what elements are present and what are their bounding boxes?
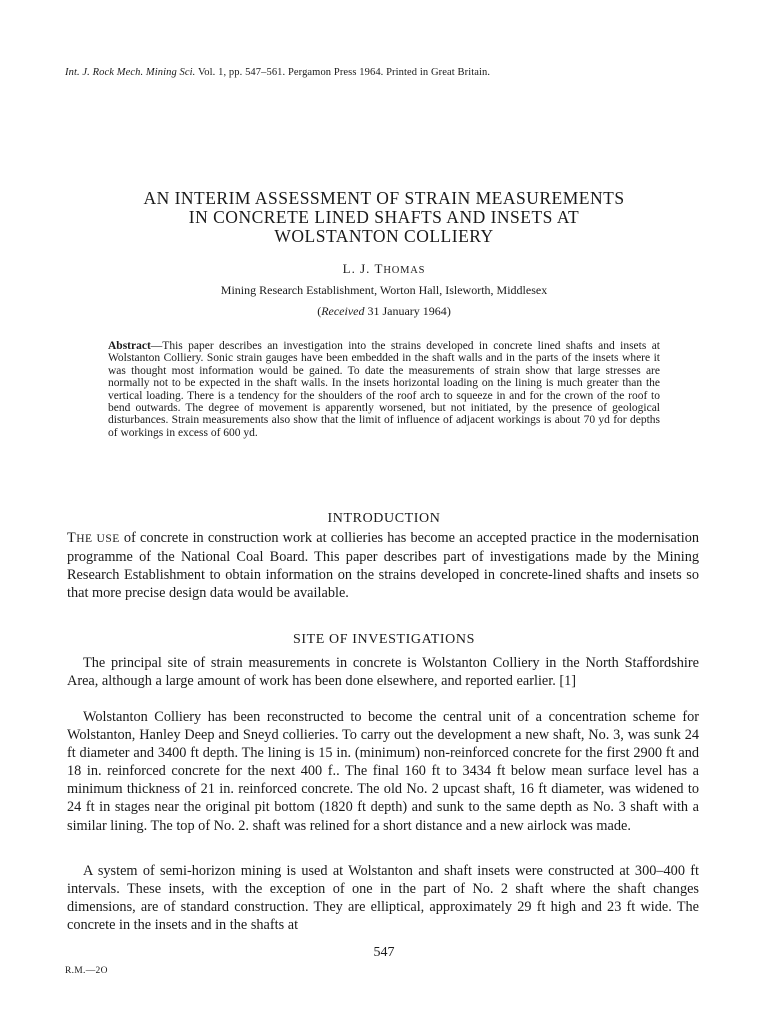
author	[0, 261, 768, 277]
site-paragraph: A system of semi-horizon mining is used at Wolstanton and shaft insets were constructed at 300–400 ft intervals. These insets, with the exception of one in the part of No. 2 shaft where the shaft changes dimensions, are of standard construction. They are elliptical, approximately 29 ft high and 23 ft wide. The concrete in the insets and in the shafts at	[67, 863, 699, 934]
paper-title	[40, 189, 728, 246]
received-date: (Received 31 January 1964)	[317, 304, 451, 318]
introduction-paragraph	[67, 529, 699, 602]
title-line: AN INTERIM ASSESSMENT OF STRAIN MEASUREMENTS	[143, 188, 625, 208]
author-surname: THOMAS	[374, 261, 426, 276]
footer-mark: R.M.—2O	[65, 966, 108, 976]
intro-text: of concrete in construction work at collieries has become an accepted practice in the modernisation programme of the National Coal Board. This paper describes part of investigations made by the Mining Research Establishment to obtain information on the strains developed in concrete-lined shafts and insets so that more precise design data would be available.	[67, 530, 700, 602]
site-paragraph: Wolstanton Colliery has been reconstructed to become the central unit of a concentration scheme for Wolstanton, Hanley Deep and Sneyd collieries. To carry out the development a new shaft, No. 3, was sunk 24 ft diameter and 3400 ft depth. The lining is 15 in. (minimum) non-reinforced concrete for the first 2900 ft and 18 in. reinforced concrete for the next 400 f.. The final 160 ft to 3434 ft below mean surface level has a minimum thickness of 21 in. reinforced concrete. The old No. 2 upcast shaft, 16 ft diameter, was widened to 24 ft in stages near the original pit bottom (1820 ft depth) and sunk to the same depth as No. 3 shaft with a similar lining. The top of No. 2. shaft was relined for a short distance and a new airlock was made.	[67, 709, 699, 834]
site-paragraph: The principal site of strain measurements in concrete is Wolstanton Colliery in the North Staffordshire Area, although a large amount of work has been done elsewhere, and reported earlier. [1]	[67, 655, 699, 690]
section-heading-introduction: INTRODUCTION	[327, 511, 441, 526]
intro-first-words: THE USE	[67, 530, 120, 546]
abstract-label: Abstract	[108, 340, 151, 352]
affiliation: Mining Research Establishment, Worton Hall, Isleworth, Middlesex	[220, 283, 548, 297]
page-number: 547	[373, 945, 395, 960]
title-line: WOLSTANTON COLLIERY	[274, 226, 494, 246]
section-heading-site: SITE OF INVESTIGATIONS	[293, 632, 475, 647]
abstract	[108, 340, 660, 439]
received-label: Received	[321, 304, 365, 318]
abstract-text: —This paper describes an investigation into the strains developed in concrete lined shafts and insets at Wolstanton Colliery. Sonic strain gauges have been embedded in the shaft walls and in the parts of the insets where it was thought most information would be gained. To date the measurements of strain show that large stresses are normally not to be expected in the shaft walls. In the insets horizontal loading on the lining is much greater than the vertical loading. There is a tendency for the shoulders of the roof arch to squeeze in and for the crown of the roof to bend outwards. The degree of movement is apparently worsened, but not initiated, by the presence of geological disturbances. Strain measurements also show that the limit of influence of adjacent workings is about 70 yd for depths of workings in excess of 600 yd.	[108, 340, 660, 439]
journal-details: Vol. 1, pp. 547–561. Pergamon Press 1964. Printed in Great Britain.	[197, 67, 491, 78]
received-date-value: 31 January 1964	[367, 304, 447, 318]
title-line: IN CONCRETE LINED SHAFTS AND INSETS AT	[188, 207, 580, 227]
running-head	[65, 67, 490, 78]
journal-name: Int. J. Rock Mech. Mining Sci.	[65, 67, 196, 78]
author-initials: L. J.	[342, 261, 371, 276]
